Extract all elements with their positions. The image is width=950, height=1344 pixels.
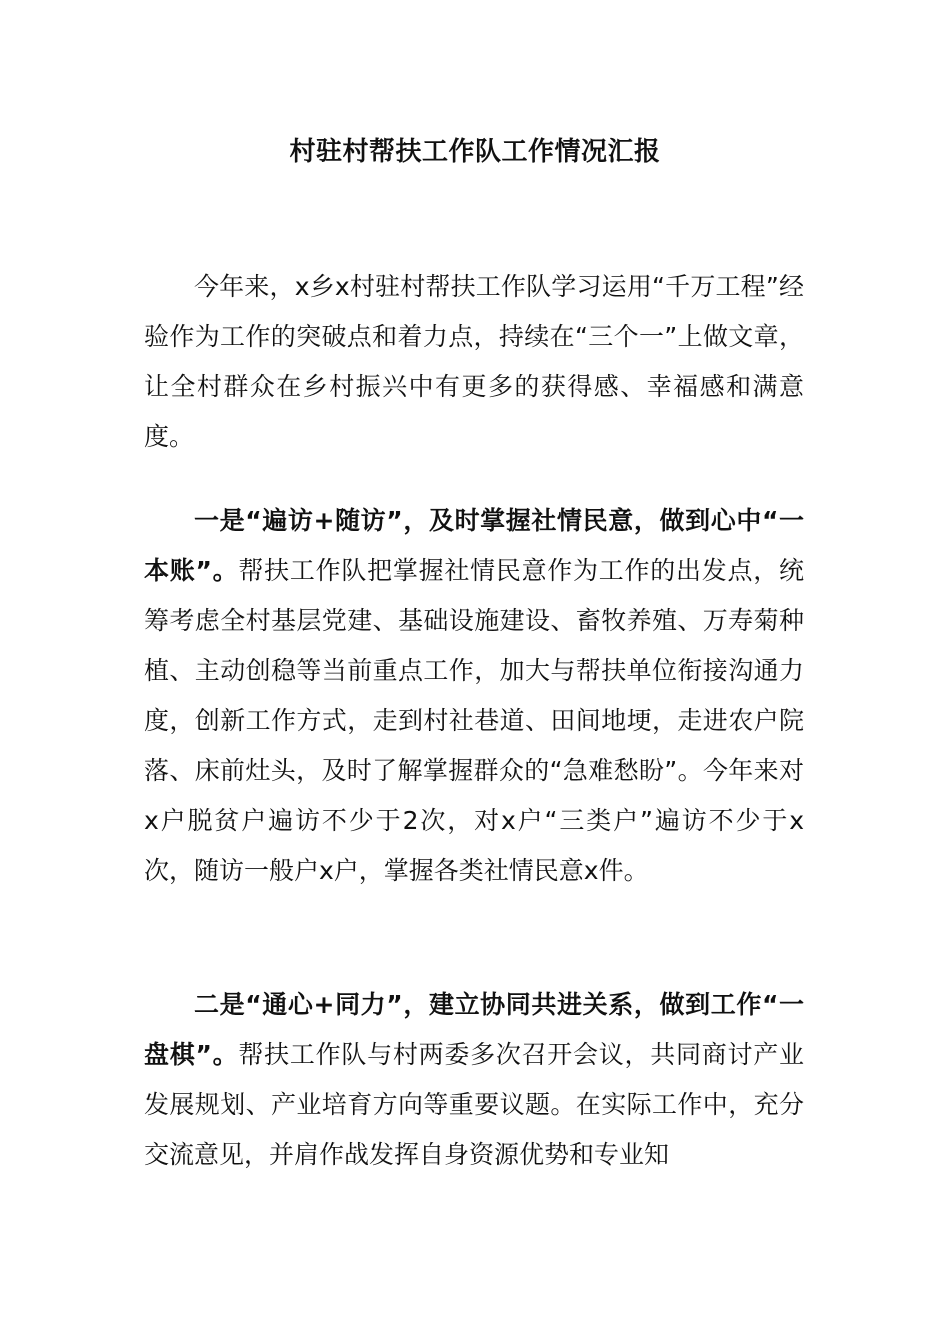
paragraph-point-one-lead: 一是“遍访+随访”，及时掌握社情民意，做到心中“一本账”。 — [144, 506, 804, 585]
paragraph-point-one — [144, 496, 804, 896]
paragraph-point-two-body: 帮扶工作队与村两委多次召开会议，共同商讨产业发展规划、产业培育方向等重要议题。在实际工作中，充分交流意见，并肩作战发挥自身资源优势和专业知 — [144, 1040, 804, 1169]
paragraph-point-two — [144, 980, 804, 1180]
paragraph-point-two-lead: 二是“通心+同力”，建立协同共进关系，做到工作“一盘棋”。 — [144, 990, 804, 1069]
paragraph-intro — [144, 262, 804, 462]
paragraph-point-one-body: 帮扶工作队把掌握社情民意作为工作的出发点，统筹考虑全村基层党建、基础设施建设、畜牧养殖、万寿菊种植、主动创稳等当前重点工作，加大与帮扶单位衔接沟通力度，创新工作方式，走到村社巷道、田间地埂，走进农户院落、床前灶头，及时了解掌握群众的“急难愁盼”。今年来对x户脱贫户遍访不少于2次，对x户“三类户”遍访不少于x次，随访一般户x户，掌握各类社情民意x件。 — [144, 556, 804, 885]
document-title: 村驻村帮扶工作队工作情况汇报 — [289, 137, 661, 167]
paragraph-intro-body: 今年来，x乡x村驻村帮扶工作队学习运用“千万工程”经验作为工作的突破点和着力点，持续在“三个一”上做文章，让全村群众在乡村振兴中有更多的获得感、幸福感和满意度。 — [144, 272, 804, 451]
